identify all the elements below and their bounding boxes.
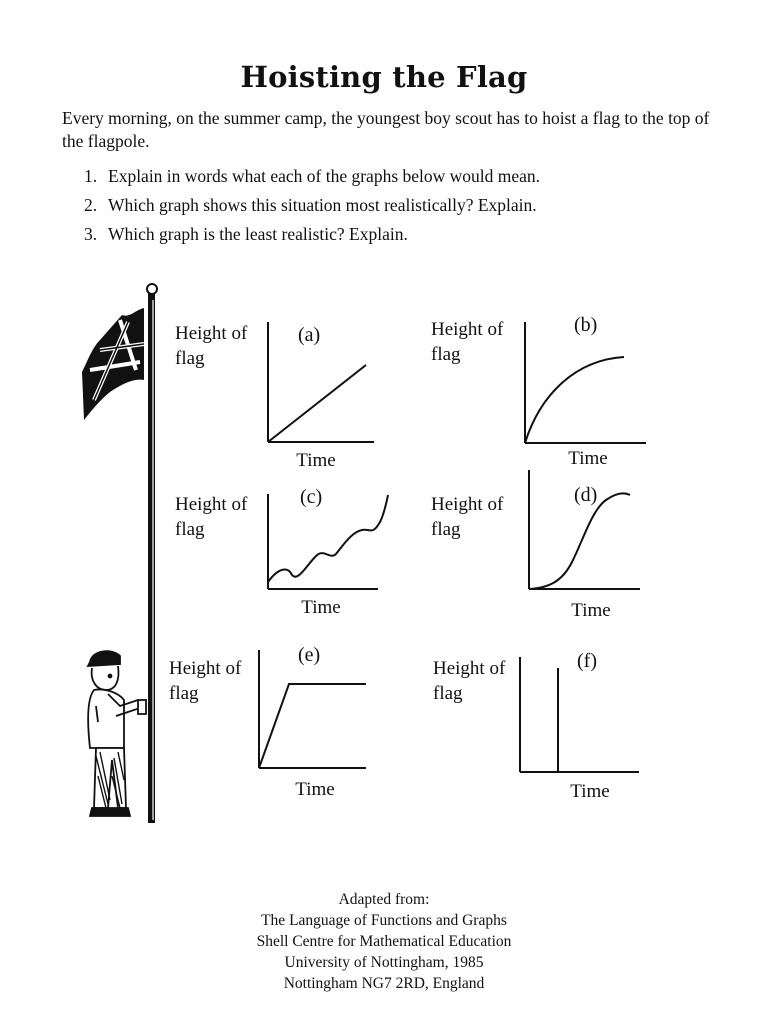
graph-label: (e) bbox=[298, 644, 321, 666]
y-axis-label: Height of bbox=[169, 658, 242, 679]
credit-block bbox=[0, 889, 768, 994]
y-axis-label: flag bbox=[175, 348, 205, 369]
credit-line: The Language of Functions and Graphs bbox=[261, 912, 507, 929]
graph-label: (a) bbox=[298, 324, 321, 346]
graph-curve bbox=[525, 357, 624, 443]
graph-f bbox=[433, 650, 639, 802]
question-item: 3. Which graph is the least realistic? Explain. bbox=[84, 224, 408, 244]
graph-curve bbox=[268, 495, 388, 582]
graph-b bbox=[431, 314, 646, 469]
graph-label: (d) bbox=[574, 484, 598, 506]
credit-line: Nottingham NG7 2RD, England bbox=[283, 975, 485, 992]
y-axis-label: Height of bbox=[175, 323, 248, 344]
boy-scout-illustration bbox=[88, 651, 146, 816]
y-axis-label: Height of bbox=[431, 319, 504, 340]
graph-label: (c) bbox=[300, 486, 323, 508]
y-axis-label: Height of bbox=[431, 494, 504, 515]
graph-curve bbox=[259, 684, 366, 768]
credit-line: University of Nottingham, 1985 bbox=[284, 954, 484, 971]
graph-e bbox=[169, 644, 366, 800]
y-axis-label: flag bbox=[169, 683, 199, 704]
graph-curve bbox=[529, 493, 630, 589]
graph-label: (b) bbox=[574, 314, 598, 336]
x-axis-label: Time bbox=[296, 450, 336, 471]
graph-c bbox=[175, 486, 388, 618]
y-axis-label: flag bbox=[433, 683, 463, 704]
y-axis-label: flag bbox=[175, 519, 205, 540]
question-item: 1. Explain in words what each of the graphs below would mean. bbox=[84, 166, 541, 186]
page-title: Hoisting the Flag bbox=[240, 60, 528, 94]
x-axis-label: Time bbox=[568, 448, 608, 469]
credit-line: Adapted from: bbox=[338, 891, 430, 908]
y-axis-label: Height of bbox=[175, 494, 248, 515]
x-axis-label: Time bbox=[571, 600, 611, 621]
graph-curve bbox=[268, 365, 366, 442]
x-axis-label: Time bbox=[301, 597, 341, 618]
question-item: 2. Which graph shows this situation most realistically? Explain. bbox=[84, 195, 537, 215]
graph-d bbox=[431, 470, 640, 621]
x-axis-label: Time bbox=[295, 779, 335, 800]
graph-a bbox=[175, 322, 374, 471]
y-axis-label: flag bbox=[431, 344, 461, 365]
graph-label: (f) bbox=[577, 650, 597, 672]
intro-paragraph: Every morning, on the summer camp, the youngest boy scout has to hoist a flag to the top of the flagpole. bbox=[62, 108, 710, 151]
x-axis-label: Time bbox=[570, 781, 610, 802]
y-axis-label: flag bbox=[431, 519, 461, 540]
credit-line: Shell Centre for Mathematical Education bbox=[256, 933, 512, 950]
y-axis-label: Height of bbox=[433, 658, 506, 679]
